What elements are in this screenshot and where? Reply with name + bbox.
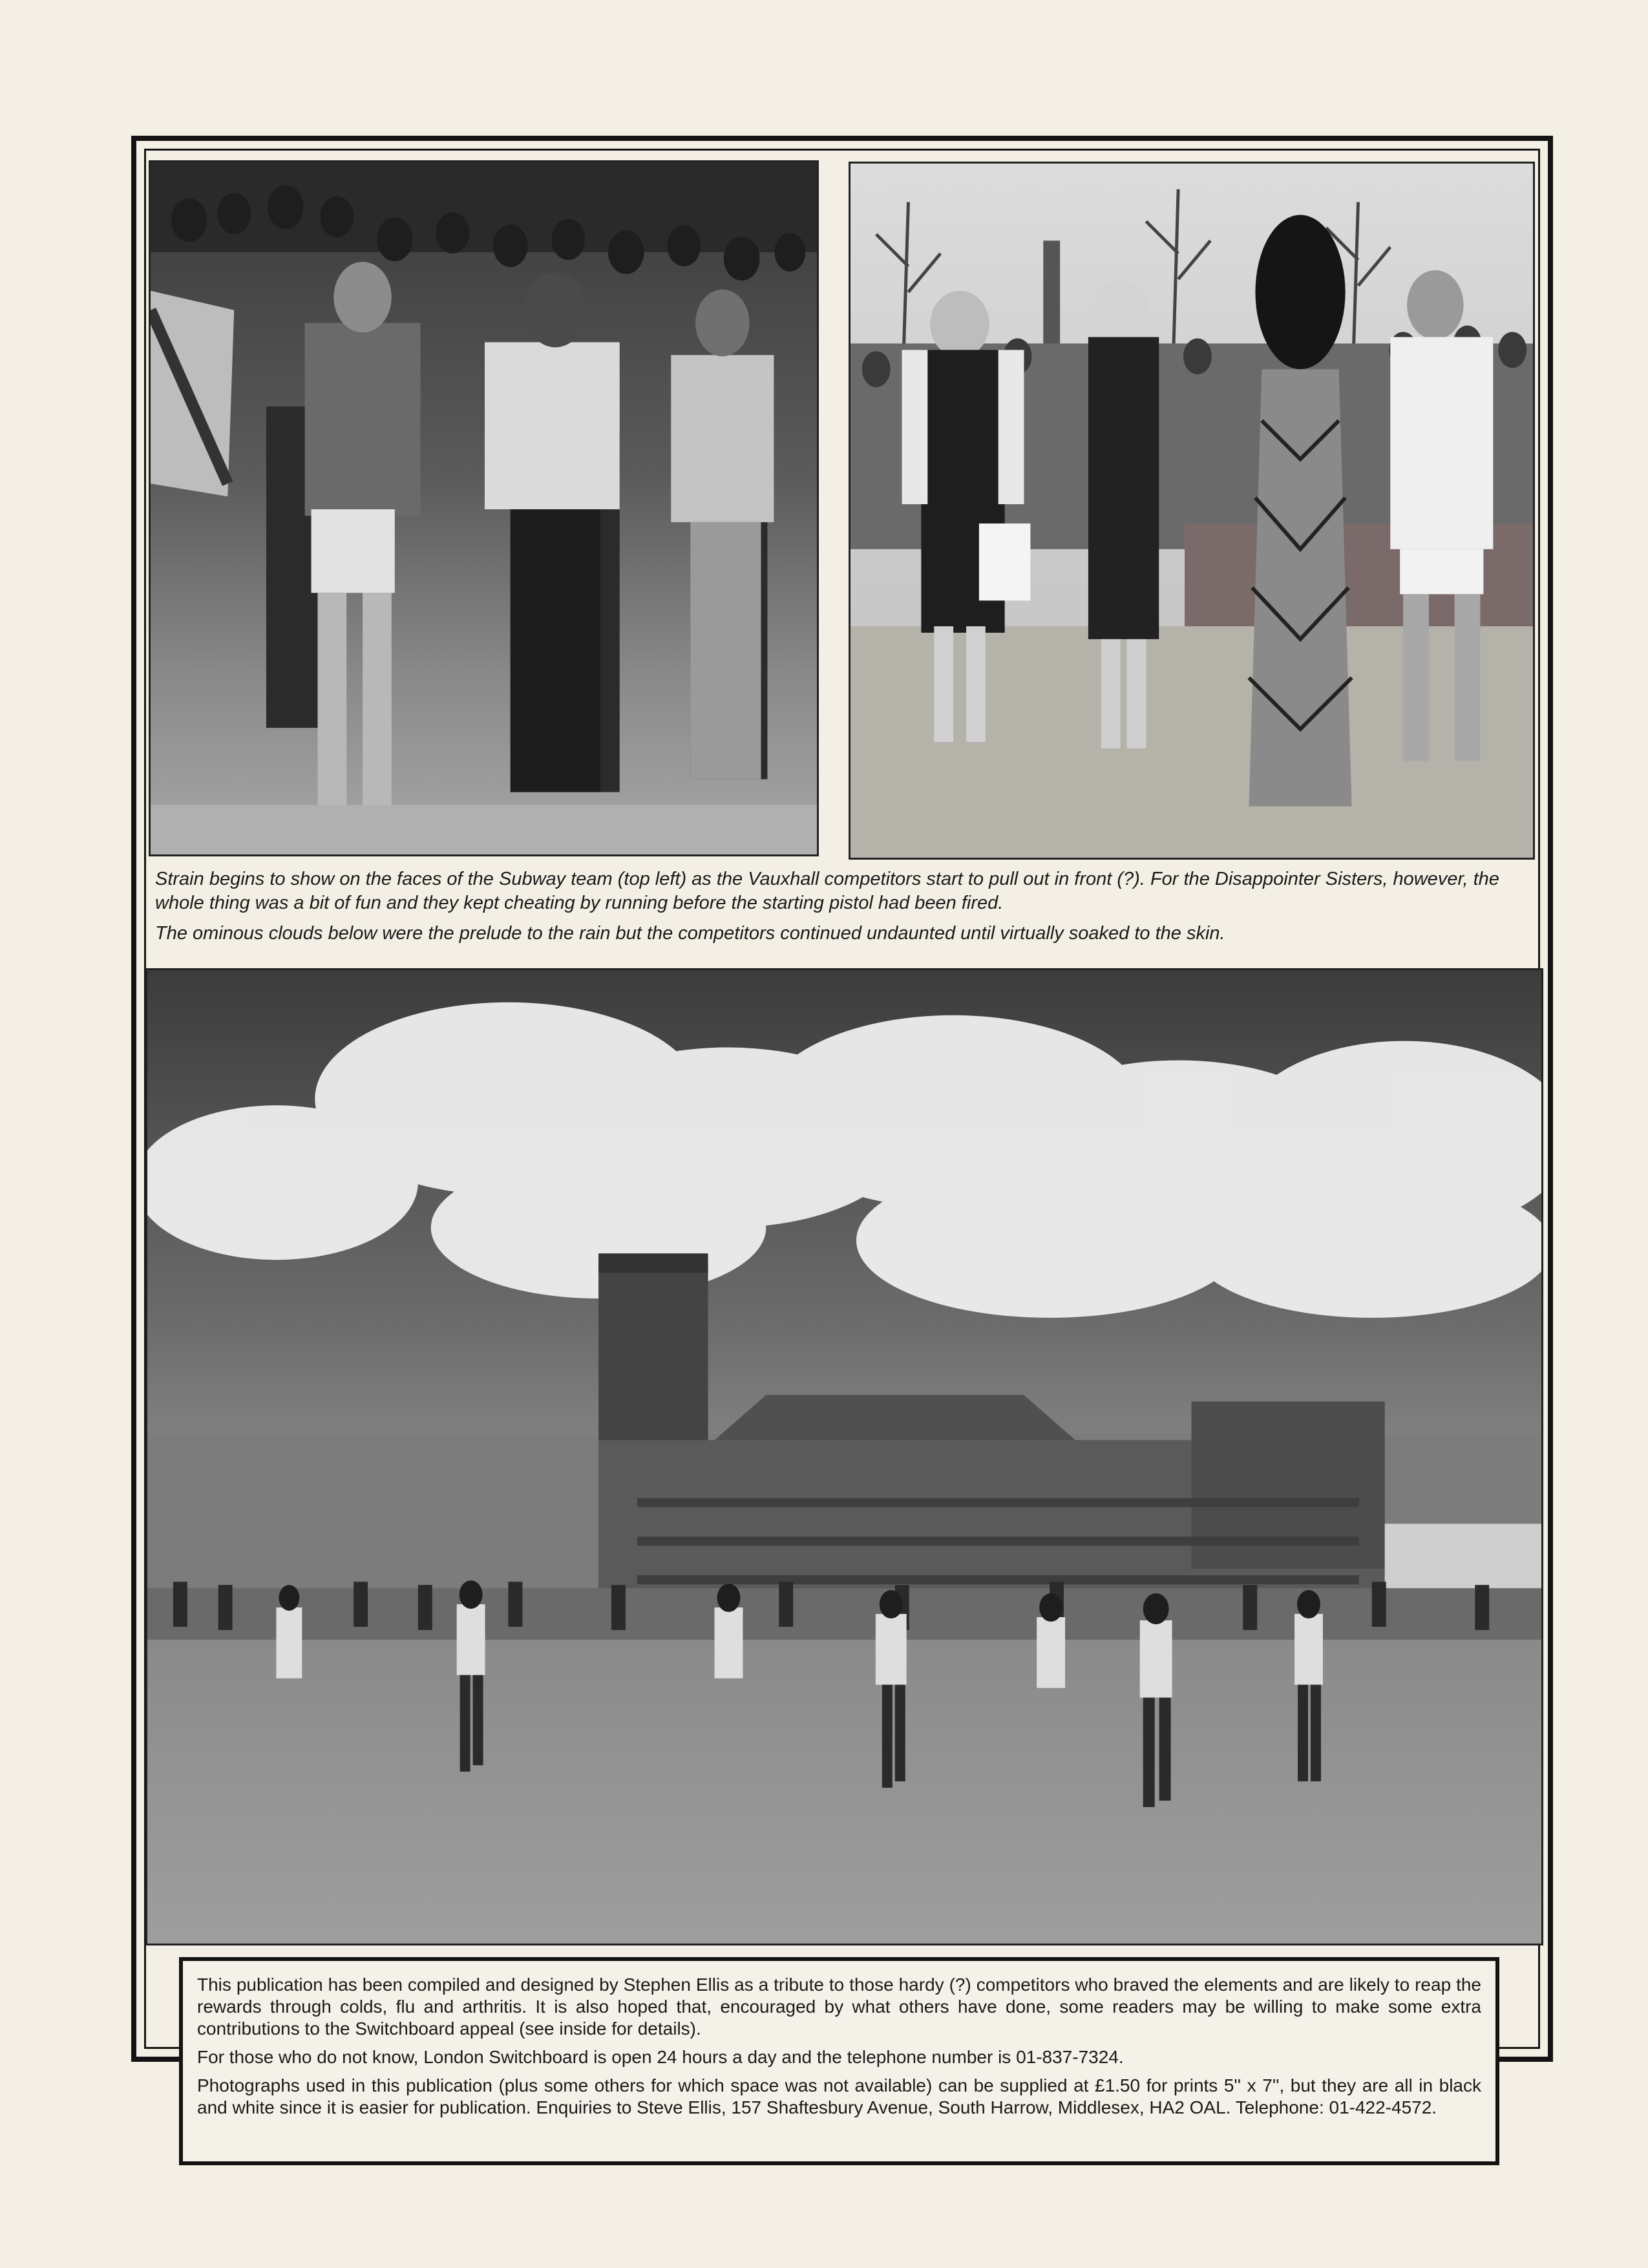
photo-captions <box>155 867 1538 952</box>
photo-subway-team <box>149 160 819 856</box>
caption-bottom-photo: The ominous clouds below were the prelude to the rain but the competitors continued undaunted until virtually soaked to the skin. <box>155 923 1225 944</box>
info-paragraph-photographs: Photographs used in this publication (plus some others for which space was not available) can be supplied at £1.50 for prints 5'' x 7'', but they are all in black and white since it is easier for publication. Enquiries to Steve Ellis, 157 Shaftesbury Avenue, South Harrow, Middlesex, HA2 OAL. Telephone: 01-422-4572. <box>197 2075 1481 2117</box>
photo-vauxhall-competitors <box>849 162 1535 860</box>
info-paragraph-tribute: This publication has been compiled and designed by Stephen Ellis as a tribute to those hardy (?) competitors who braved the elements and are likely to reap the rewards through colds, flu and arthritis. It is also hoped that, encouraged by what others have done, some readers may be willing to make some extra contributions to the Switchboard appeal (see inside for details). <box>197 1975 1481 2039</box>
photo-race-field-image <box>147 970 1541 1944</box>
photo-vauxhall-competitors-image <box>850 164 1533 858</box>
info-paragraph-switchboard: For those who do not know, London Switchboard is open 24 hours a day and the telephone number is 01-837-7324. <box>197 2047 1124 2067</box>
photo-race-field <box>145 968 1543 1945</box>
publication-info-box <box>179 1957 1499 2165</box>
caption-top-photos: Strain begins to show on the faces of the Subway team (top left) as the Vauxhall competitors start to pull out in front (?). For the Disappointer Sisters, however, the whole thing was a bit of fun and they kept cheating by running before the starting pistol had been fired. <box>155 869 1499 913</box>
photo-subway-team-image <box>151 162 817 854</box>
